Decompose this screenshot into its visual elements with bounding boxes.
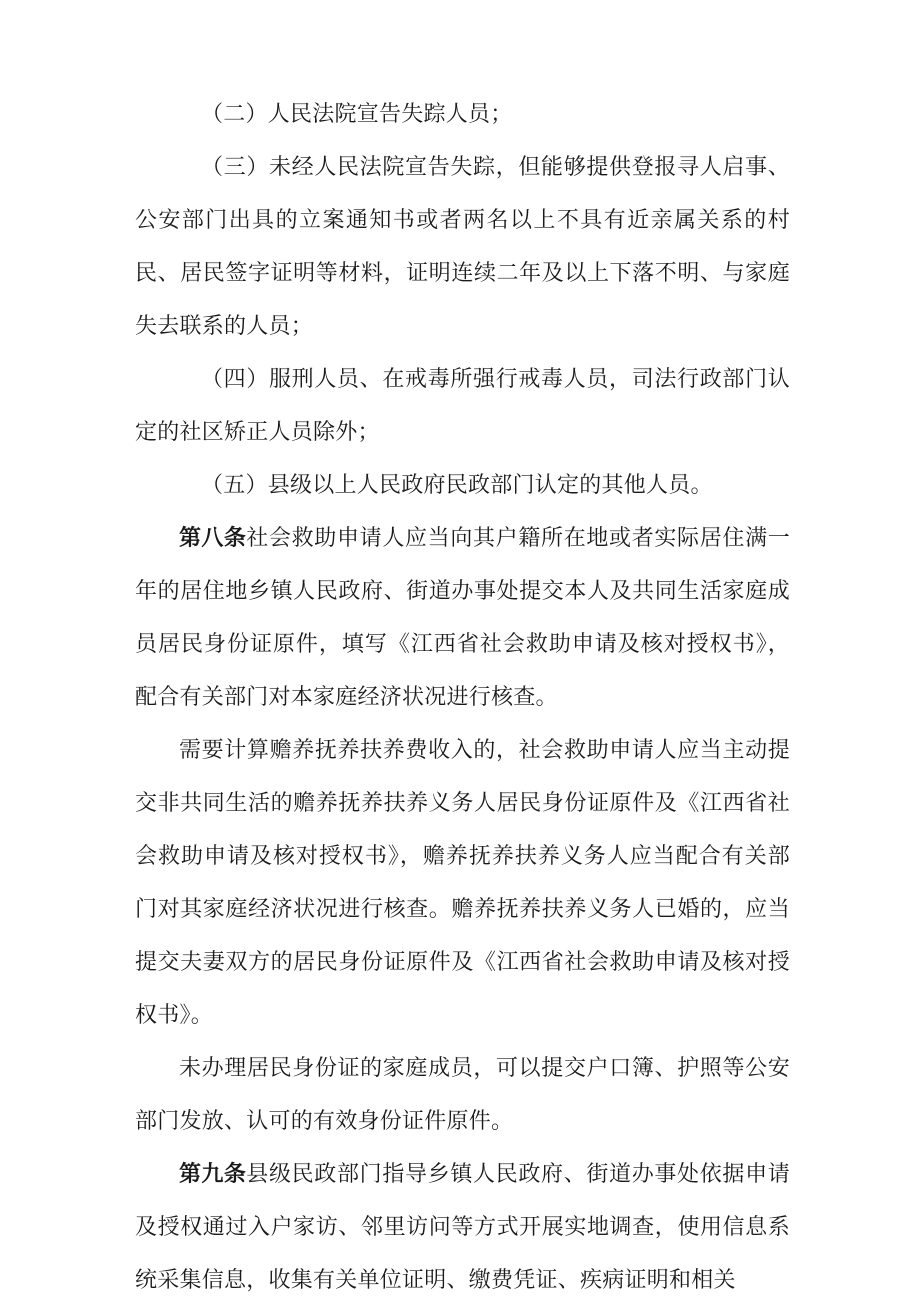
article-8-paragraph-2 — [135, 724, 790, 1042]
article-8 — [135, 512, 790, 724]
paragraph-item-3 — [135, 141, 790, 353]
paragraph-text: 社会救助申请人应当向其户籍所在地或者实际居住满一年的居住地乡镇人民政府、街道办事处提交本人及共同生活家庭成员居民身份证原件，填写《江西省社会救助申请及核对授权书》，配合有关部门对本家庭经济状况进行核查。 — [135, 526, 790, 710]
paragraph-item-2 — [135, 88, 790, 141]
article-8-paragraph-3 — [135, 1042, 790, 1148]
paragraph-text: （四）服刑人员、在戒毒所强行戒毒人员，司法行政部门认定的社区矫正人员除外； — [135, 367, 790, 445]
paragraph-text: （二）人民法院宣告失踪人员； — [201, 102, 513, 127]
article-label: 第八条 — [179, 526, 247, 551]
paragraph-text: 需要计算赡养抚养扶养费收入的，社会救助申请人应当主动提交非共同生活的赡养抚养扶养义务人居民身份证原件及《江西省社会救助申请及核对授权书》，赡养抚养扶养义务人应当配合有关部门对其家庭经济状况进行核查。赡养抚养扶养义务人已婚的，应当提交夫妻双方的居民身份证原件及《江西省社会救助申请及核对授权书》。 — [135, 738, 790, 1028]
paragraph-text: 县级民政部门指导乡镇人民政府、街道办事处依据申请及授权通过入户家访、邻里访问等方式开展实地调查，使用信息系统采集信息，收集有关单位证明、缴费凭证、疾病证明和相关 — [135, 1162, 790, 1293]
paragraph-text: （三）未经人民法院宣告失踪，但能够提供登报寻人启事、公安部门出具的立案通知书或者两名以上不具有近亲属关系的村民、居民签字证明等材料，证明连续二年及以上下落不明、与家庭失去联系的人员； — [135, 155, 790, 339]
paragraph-item-4 — [135, 353, 790, 459]
paragraph-text: 未办理居民身份证的家庭成员，可以提交户口簿、护照等公安部门发放、认可的有效身份证件原件。 — [135, 1056, 790, 1134]
document-body — [135, 88, 790, 1307]
paragraph-text: （五）县级以上人民政府民政部门认定的其他人员。 — [201, 473, 713, 498]
article-9 — [135, 1148, 790, 1307]
paragraph-item-5 — [135, 459, 790, 512]
article-label: 第九条 — [179, 1162, 247, 1187]
